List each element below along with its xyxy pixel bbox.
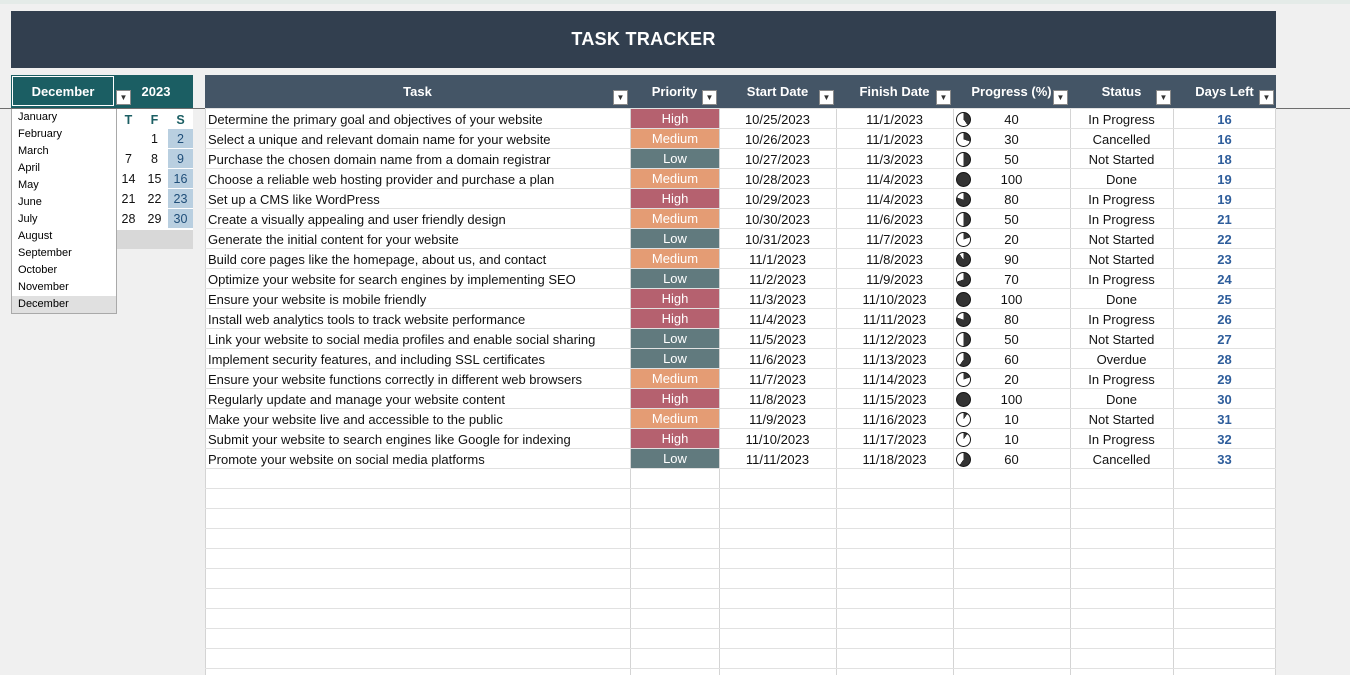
- filter-button[interactable]: [702, 90, 717, 105]
- month-option[interactable]: June: [18, 196, 42, 208]
- header-start-date: Start Date: [746, 84, 809, 99]
- days-left-cell[interactable]: 23: [1217, 251, 1232, 267]
- finish-date-cell[interactable]: 11/17/2023: [862, 431, 927, 447]
- task-cell[interactable]: Purchase the chosen domain name from a domain registrar: [208, 151, 551, 167]
- chevron-down-icon: ▼: [119, 93, 128, 102]
- month-option[interactable]: February: [18, 128, 63, 140]
- filter-button[interactable]: [1156, 90, 1171, 105]
- filter-button[interactable]: [1053, 90, 1068, 105]
- priority-badge[interactable]: High: [631, 309, 719, 328]
- row-gridline: [205, 548, 1276, 549]
- table-row[interactable]: [205, 289, 1276, 309]
- start-date-cell[interactable]: 11/8/2023: [749, 391, 806, 407]
- task-cell[interactable]: Create a visually appealing and user friendly design: [208, 211, 506, 227]
- task-cell[interactable]: Generate the initial content for your website: [208, 231, 459, 247]
- progress-cell[interactable]: [953, 449, 1070, 469]
- progress-value: 20: [1004, 231, 1019, 247]
- status-cell[interactable]: Done: [1105, 291, 1138, 307]
- days-left-cell[interactable]: 32: [1217, 431, 1232, 447]
- filter-dropdown-icon: ▼: [939, 93, 948, 102]
- priority-badge[interactable]: Low: [631, 349, 719, 368]
- start-date-cell[interactable]: 11/10/2023: [745, 431, 810, 447]
- days-left-cell[interactable]: 30: [1217, 391, 1232, 407]
- finish-date-cell[interactable]: 11/4/2023: [866, 171, 923, 187]
- progress-value: 50: [1004, 331, 1019, 347]
- progress-cell[interactable]: [953, 309, 1070, 329]
- priority-badge[interactable]: Medium: [631, 209, 719, 228]
- calendar-day[interactable]: 28: [121, 212, 136, 226]
- priority-badge[interactable]: Medium: [631, 409, 719, 428]
- progress-cell[interactable]: [953, 329, 1070, 349]
- start-date-cell[interactable]: 10/25/2023: [744, 111, 811, 127]
- progress-value: 50: [1004, 151, 1019, 167]
- task-table: [205, 75, 1276, 675]
- calendar-day[interactable]: 1: [151, 132, 158, 146]
- calendar-day[interactable]: 2: [168, 129, 193, 149]
- table-row[interactable]: [205, 109, 1276, 129]
- header-finish-date: Finish Date: [859, 84, 930, 99]
- month-option[interactable]: May: [18, 179, 39, 191]
- table-row[interactable]: [205, 349, 1276, 369]
- table-row[interactable]: [205, 149, 1276, 169]
- status-cell[interactable]: In Progress: [1088, 111, 1155, 127]
- table-row[interactable]: [205, 229, 1276, 249]
- calendar-day[interactable]: 23: [168, 189, 193, 209]
- filter-dropdown-icon: ▼: [1159, 93, 1168, 102]
- status-cell[interactable]: Not Started: [1088, 231, 1155, 247]
- task-cell[interactable]: Determine the primary goal and objectives of your website: [208, 111, 543, 127]
- calendar-day[interactable]: 7: [125, 152, 132, 166]
- progress-cell[interactable]: [953, 209, 1070, 229]
- priority-badge[interactable]: High: [631, 109, 719, 128]
- start-date-cell[interactable]: 11/7/2023: [749, 371, 806, 387]
- task-cell[interactable]: Link your website to social media profiles and enable social sharing: [208, 331, 596, 347]
- task-cell[interactable]: Build core pages like the homepage, about us, and contact: [208, 251, 547, 267]
- finish-date-cell[interactable]: 11/1/2023: [866, 131, 923, 147]
- start-date-cell[interactable]: 10/30/2023: [744, 211, 811, 227]
- filter-button[interactable]: [613, 90, 628, 105]
- calendar-dow-header: T: [124, 113, 133, 127]
- status-cell[interactable]: In Progress: [1088, 311, 1155, 327]
- calendar-dow-header: F: [150, 113, 159, 127]
- table-row[interactable]: [205, 189, 1276, 209]
- finish-date-cell[interactable]: 11/13/2023: [862, 351, 927, 367]
- status-cell[interactable]: Not Started: [1088, 331, 1155, 347]
- progress-cell[interactable]: [953, 369, 1070, 389]
- progress-value: 80: [1004, 191, 1019, 207]
- progress-cell[interactable]: [953, 169, 1070, 189]
- progress-cell[interactable]: [953, 149, 1070, 169]
- days-left-cell[interactable]: 19: [1217, 171, 1232, 187]
- priority-badge[interactable]: Medium: [631, 249, 719, 268]
- task-cell[interactable]: Select a unique and relevant domain name for your website: [208, 131, 551, 147]
- days-left-cell[interactable]: 28: [1217, 351, 1232, 367]
- status-cell[interactable]: Not Started: [1088, 411, 1155, 427]
- table-row[interactable]: [205, 249, 1276, 269]
- calendar-empty-row: [116, 230, 193, 249]
- month-option[interactable]: March: [18, 145, 49, 157]
- progress-value: 20: [1004, 371, 1019, 387]
- status-cell[interactable]: Not Started: [1088, 151, 1155, 167]
- progress-value: 50: [1004, 211, 1019, 227]
- table-row[interactable]: [205, 429, 1276, 449]
- task-cell[interactable]: Implement security features, and including SSL certificates: [208, 351, 545, 367]
- days-left-cell[interactable]: 26: [1217, 311, 1232, 327]
- task-cell[interactable]: Optimize your website for search engines by implementing SEO: [208, 271, 576, 287]
- status-cell[interactable]: In Progress: [1088, 371, 1155, 387]
- priority-badge[interactable]: High: [631, 189, 719, 208]
- days-left-cell[interactable]: 16: [1217, 111, 1232, 127]
- filter-dropdown-icon: ▼: [616, 93, 625, 102]
- priority-badge[interactable]: Low: [631, 449, 719, 468]
- header-status: Status: [1101, 84, 1142, 99]
- priority-badge[interactable]: High: [631, 389, 719, 408]
- progress-cell[interactable]: [953, 249, 1070, 269]
- calendar-day[interactable]: 9: [168, 149, 193, 169]
- progress-value: 60: [1004, 451, 1019, 467]
- priority-badge[interactable]: Low: [631, 329, 719, 348]
- month-dropdown-button[interactable]: [116, 90, 131, 105]
- table-row[interactable]: [205, 209, 1276, 229]
- task-cell[interactable]: Submit your website to search engines like Google for indexing: [208, 431, 571, 447]
- start-date-cell[interactable]: 10/28/2023: [744, 171, 811, 187]
- table-row[interactable]: [205, 309, 1276, 329]
- priority-badge[interactable]: Medium: [631, 129, 719, 148]
- days-left-cell[interactable]: 33: [1217, 451, 1232, 467]
- priority-badge[interactable]: Low: [631, 269, 719, 288]
- progress-value: 40: [1004, 111, 1019, 127]
- priority-badge[interactable]: High: [631, 289, 719, 308]
- row-gridline: [205, 608, 1276, 609]
- header-task: Task: [403, 84, 432, 99]
- start-date-cell[interactable]: 11/2/2023: [749, 271, 806, 287]
- progress-cell[interactable]: [953, 409, 1070, 429]
- start-date-cell[interactable]: 11/5/2023: [749, 331, 806, 347]
- finish-date-cell[interactable]: 11/3/2023: [866, 151, 923, 167]
- start-date-cell[interactable]: 11/4/2023: [749, 311, 806, 327]
- finish-date-cell[interactable]: 11/16/2023: [862, 411, 927, 427]
- progress-value: 30: [1004, 131, 1019, 147]
- status-cell[interactable]: In Progress: [1088, 431, 1155, 447]
- start-date-cell[interactable]: 10/27/2023: [744, 151, 811, 167]
- days-left-cell[interactable]: 22: [1217, 231, 1232, 247]
- calendar-grid: [116, 108, 193, 249]
- filter-button[interactable]: [936, 90, 951, 105]
- days-left-cell[interactable]: 25: [1217, 291, 1232, 307]
- priority-badge[interactable]: Low: [631, 149, 719, 168]
- status-cell[interactable]: Not Started: [1088, 251, 1155, 267]
- table-row[interactable]: [205, 449, 1276, 469]
- finish-date-cell[interactable]: 11/7/2023: [866, 231, 923, 247]
- priority-badge[interactable]: Medium: [631, 169, 719, 188]
- calendar-day[interactable]: 21: [121, 192, 136, 206]
- row-gridline: [205, 628, 1276, 629]
- status-cell[interactable]: Done: [1105, 391, 1138, 407]
- header-days-left: Days Left: [1195, 84, 1254, 99]
- finish-date-cell[interactable]: 11/9/2023: [866, 271, 923, 287]
- days-left-cell[interactable]: 16: [1217, 131, 1232, 147]
- page-title: TASK TRACKER: [11, 11, 1276, 68]
- filter-dropdown-icon: ▼: [1056, 93, 1065, 102]
- days-left-cell[interactable]: 18: [1217, 151, 1232, 167]
- month-select[interactable]: December: [12, 76, 114, 106]
- finish-date-cell[interactable]: 11/12/2023: [862, 331, 927, 347]
- task-cell[interactable]: Make your website live and accessible to the public: [208, 411, 503, 427]
- calendar-day[interactable]: 22: [147, 192, 162, 206]
- days-left-cell[interactable]: 31: [1217, 411, 1232, 427]
- table-row[interactable]: [205, 389, 1276, 409]
- header-progress: Progress (%): [971, 84, 1052, 99]
- days-left-cell[interactable]: 19: [1217, 191, 1232, 207]
- progress-cell[interactable]: [953, 289, 1070, 309]
- task-cell[interactable]: Choose a reliable web hosting provider and purchase a plan: [208, 171, 555, 187]
- finish-date-cell[interactable]: 11/11/2023: [862, 311, 927, 327]
- table-row[interactable]: [205, 269, 1276, 289]
- days-left-cell[interactable]: 29: [1217, 371, 1232, 387]
- progress-value: 70: [1004, 271, 1019, 287]
- progress-value: 100: [1000, 391, 1023, 407]
- finish-date-cell[interactable]: 11/4/2023: [866, 191, 923, 207]
- table-row[interactable]: [205, 169, 1276, 189]
- priority-badge[interactable]: Low: [631, 229, 719, 248]
- status-cell[interactable]: In Progress: [1088, 191, 1155, 207]
- finish-date-cell[interactable]: 11/1/2023: [866, 111, 923, 127]
- calendar-day[interactable]: 30: [168, 209, 193, 229]
- year-label: 2023: [141, 83, 171, 99]
- priority-badge[interactable]: Medium: [631, 369, 719, 388]
- task-cell[interactable]: Regularly update and manage your website content: [208, 391, 506, 407]
- row-gridline: [205, 568, 1276, 569]
- calendar-day[interactable]: 14: [121, 172, 136, 186]
- finish-date-cell[interactable]: 11/6/2023: [866, 211, 923, 227]
- progress-value: 100: [1000, 171, 1023, 187]
- days-left-cell[interactable]: 21: [1217, 211, 1232, 227]
- status-cell[interactable]: Overdue: [1096, 351, 1147, 367]
- task-cell[interactable]: Set up a CMS like WordPress: [208, 191, 380, 207]
- finish-date-cell[interactable]: 11/8/2023: [866, 251, 923, 267]
- task-cell[interactable]: Ensure your website functions correctly in different web browsers: [208, 371, 583, 387]
- progress-value: 60: [1004, 351, 1019, 367]
- row-gridline: [205, 668, 1276, 669]
- start-date-cell[interactable]: 10/26/2023: [744, 131, 811, 147]
- month-option[interactable]: October: [18, 264, 58, 276]
- filter-button[interactable]: [819, 90, 834, 105]
- start-date-cell[interactable]: 11/6/2023: [749, 351, 806, 367]
- task-cell[interactable]: Install web analytics tools to track website performance: [208, 311, 526, 327]
- table-row[interactable]: [205, 409, 1276, 429]
- start-date-cell[interactable]: 11/3/2023: [749, 291, 806, 307]
- progress-cell[interactable]: [953, 429, 1070, 449]
- row-gridline: [205, 648, 1276, 649]
- progress-value: 100: [1000, 291, 1023, 307]
- filter-button[interactable]: [1259, 90, 1274, 105]
- finish-date-cell[interactable]: 11/14/2023: [862, 371, 927, 387]
- calendar-day[interactable]: 15: [147, 172, 162, 186]
- progress-cell[interactable]: [953, 229, 1070, 249]
- days-left-cell[interactable]: 27: [1217, 331, 1232, 347]
- priority-badge[interactable]: High: [631, 429, 719, 448]
- row-gridline: [205, 508, 1276, 509]
- progress-value: 10: [1004, 431, 1019, 447]
- month-option[interactable]: September: [18, 247, 72, 259]
- row-gridline: [205, 528, 1276, 529]
- row-gridline: [205, 488, 1276, 489]
- status-cell[interactable]: Done: [1105, 171, 1138, 187]
- finish-date-cell[interactable]: 11/10/2023: [862, 291, 927, 307]
- progress-value: 10: [1004, 411, 1019, 427]
- status-cell[interactable]: Cancelled: [1092, 131, 1151, 147]
- filter-dropdown-icon: ▼: [822, 93, 831, 102]
- days-left-cell[interactable]: 24: [1217, 271, 1232, 287]
- start-date-cell[interactable]: 11/1/2023: [749, 251, 806, 267]
- calendar-day[interactable]: 29: [147, 212, 162, 226]
- month-option[interactable]: November: [18, 281, 69, 293]
- progress-cell[interactable]: [953, 189, 1070, 209]
- filter-dropdown-icon: ▼: [1262, 93, 1271, 102]
- month-option[interactable]: August: [18, 230, 53, 242]
- start-date-cell[interactable]: 11/11/2023: [745, 451, 810, 467]
- progress-cell[interactable]: [953, 389, 1070, 409]
- task-cell[interactable]: Ensure your website is mobile friendly: [208, 291, 427, 307]
- start-date-cell[interactable]: 10/31/2023: [744, 231, 811, 247]
- start-date-cell[interactable]: 11/9/2023: [749, 411, 806, 427]
- filter-dropdown-icon: ▼: [705, 93, 714, 102]
- task-cell[interactable]: Promote your website on social media platforms: [208, 451, 485, 467]
- month-option[interactable]: April: [18, 162, 41, 174]
- calendar-day[interactable]: 16: [168, 169, 193, 189]
- finish-date-cell[interactable]: 11/15/2023: [862, 391, 927, 407]
- calendar-day: [116, 129, 141, 149]
- progress-value: 80: [1004, 311, 1019, 327]
- status-cell[interactable]: Cancelled: [1092, 451, 1151, 467]
- month-option[interactable]: December: [12, 296, 116, 313]
- progress-value: 90: [1004, 251, 1019, 267]
- start-date-cell[interactable]: 10/29/2023: [744, 191, 811, 207]
- month-option[interactable]: January: [18, 111, 58, 123]
- month-option[interactable]: July: [18, 213, 38, 225]
- calendar-dow-header: S: [176, 113, 185, 127]
- month-dropdown-list[interactable]: [11, 108, 117, 314]
- table-row[interactable]: [205, 329, 1276, 349]
- calendar-day[interactable]: 8: [151, 152, 158, 166]
- table-header: [205, 75, 1276, 108]
- table-row[interactable]: [205, 129, 1276, 149]
- row-gridline: [205, 588, 1276, 589]
- table-row[interactable]: [205, 369, 1276, 389]
- header-priority: Priority: [651, 84, 698, 99]
- progress-cell[interactable]: [953, 109, 1070, 129]
- progress-cell[interactable]: [953, 349, 1070, 369]
- status-cell[interactable]: In Progress: [1088, 271, 1155, 287]
- status-cell[interactable]: In Progress: [1088, 211, 1155, 227]
- progress-cell[interactable]: [953, 269, 1070, 289]
- progress-cell[interactable]: [953, 129, 1070, 149]
- finish-date-cell[interactable]: 11/18/2023: [862, 451, 927, 467]
